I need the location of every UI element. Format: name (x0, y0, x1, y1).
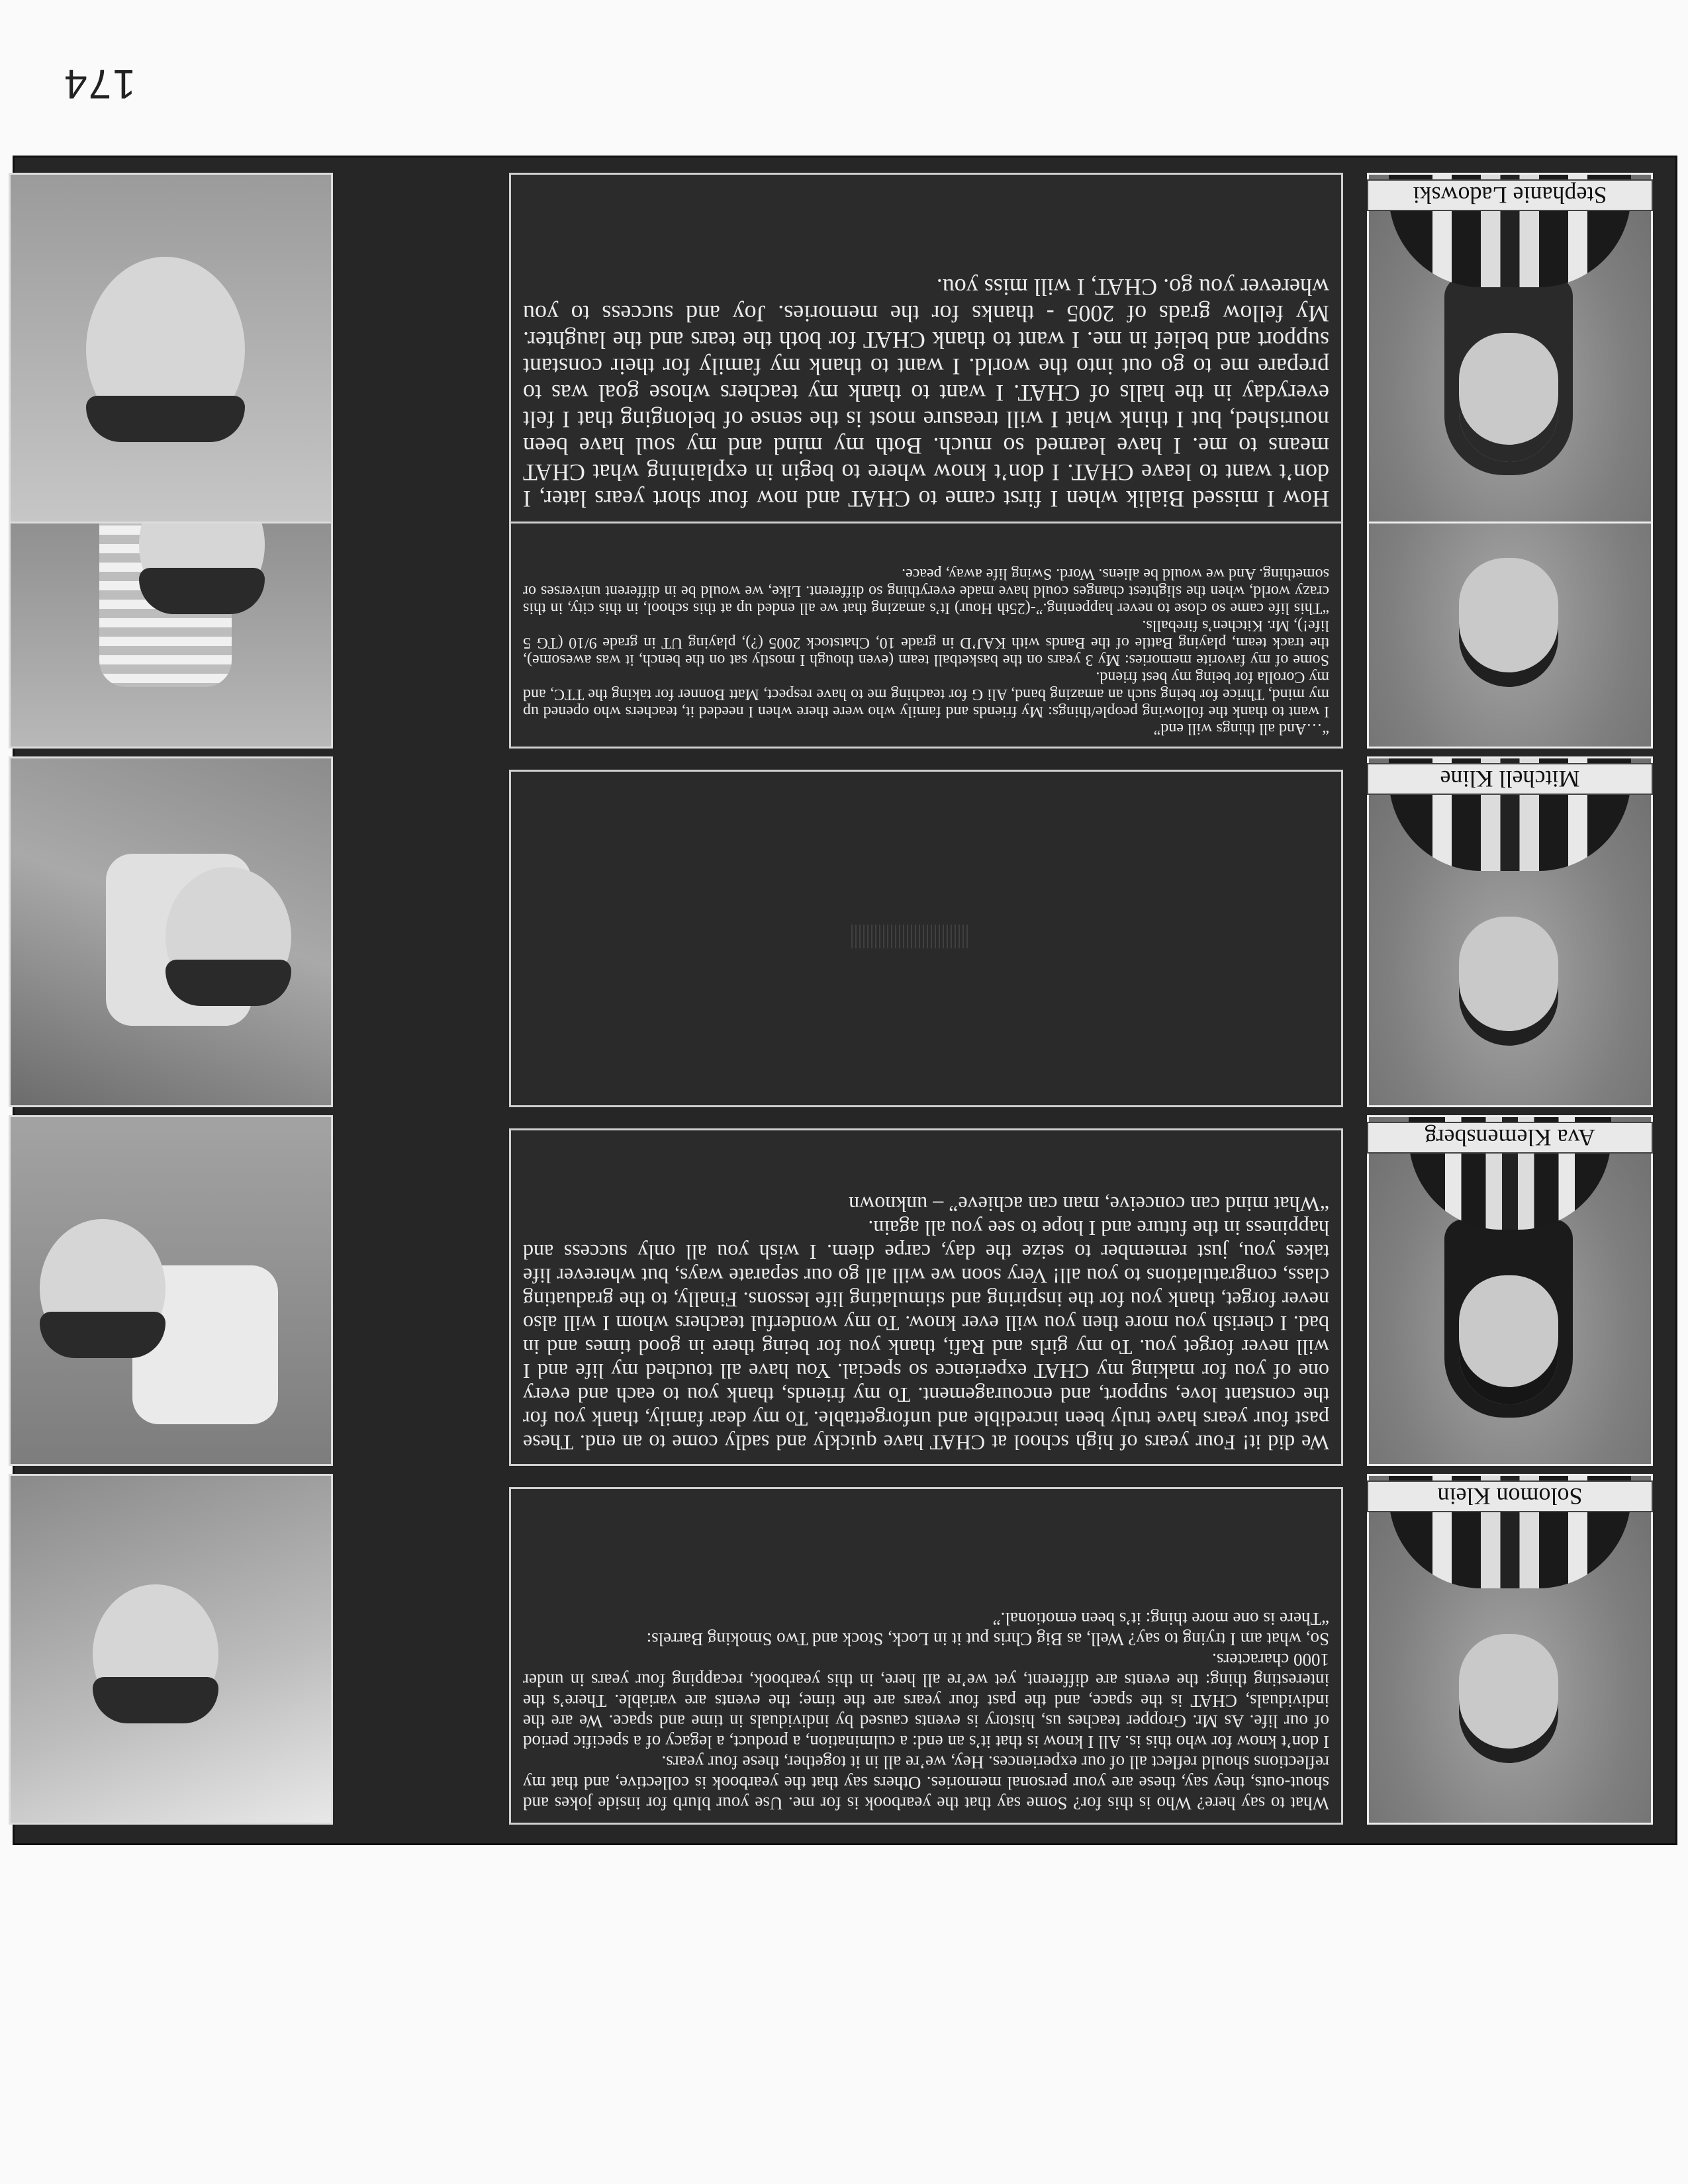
baby-photo-mitchell-kline (9, 756, 333, 1107)
senior-portrait-solomon-klein (1367, 1474, 1653, 1825)
senior-message (509, 1487, 1343, 1825)
senior-name: Mitchell Kline (1367, 763, 1653, 795)
message-text: How I missed Bialik when I first came to CHAT and now four short years later, I don’t want to leave CHAT. I don’t know where to begin in explaining what CHAT means to me. I have learned so much. Both my mind and my soul have been nourished, but I think what I will treasure most is the sense of belonging that I felt everyday in the halls of CHAT. I want to thank my teachers whose goal was to prepare me to go out into the world. I want to thank my family for their constant support and belief in me. I want to thank CHAT for both the tears and the laughter. My fellow grads of 2005 - thanks for the memories. Joy and success to you wherever you go. CHAT, I will miss you. (523, 274, 1329, 512)
scan-artifact (849, 925, 968, 948)
senior-name: Stephanie Ladowski (1367, 179, 1653, 211)
senior-message (509, 770, 1343, 1107)
page-number: 174 (63, 61, 136, 107)
baby-photo-stephanie-ladowski (9, 173, 333, 523)
senior-grid (13, 156, 1677, 1845)
senior-portrait-mitchell-kline (1367, 756, 1653, 1107)
senior-portrait-stephanie-ladowski (1367, 173, 1653, 523)
message-text: We did it! Four years of high school at CHAT have quickly and sadly come to an end. These past four years have truly been incredible and unforgettable. To my dear family, thank you for the constant love, support, and encouragement. To my friends, thank you to each and every one of you for making my CHAT experience so special. You have all touched my life and I will never forget you. To my girls and Rafi, thank you for being there in good times and in bad. I cherish you more then you will ever know. To my wonderful teachers whom I will also never forget, thank you for the inspiring and stimulating life lessons. Finally, to the graduating class, congratulations to you all! Very soon we will all go our separate ways, but wherever life takes you, just remember to seize the day, carpe diem. I wish you all only success and happiness in the future and I hope to see you all again. “What mind can conceive, man can achieve” – unknown (523, 1193, 1329, 1455)
senior-message (509, 173, 1343, 523)
baby-photo-solomon-klein (9, 1474, 333, 1825)
senior-portrait-ava-klemensberg (1367, 1115, 1653, 1466)
message-text: “…And all things will end” I want to thank the following people/things: My friends and family who were there when I needed it, teachers who opened up my mind, Thrice for being such an amazing band, Ali G for teaching me to have respect, Matt Bonner for taking the TTC, and my Corolla for being my best friend. Some of my favorite memories: My 3 years on the basketball team (even though I mostly sat on the bench, it was awesome), the track team, playing Battle of the Bands with KAJ’D in grade 10, Chatstock 2005 (?), playing UT in grade 9/10 (TG 5 life!), Mr. Kitchen’s fireballs. “This life came so close to never happening.”-(25th Hour) It’s amazing that we all ended up at this school, in this city, in this crazy world, when the slightest changes could have made everything so different. Like, we would be in different universes or something. And we would be aliens. Word. Swing life away, peace. (523, 565, 1329, 737)
message-text: What to say here? Who is this for? Some say that the yearbook is for me. Use your blurb for inside jokes and shout-outs, they say, these are your personal memories. Others say that the yearbook is collective, and that my reflections should reflect all of our experiences. Hey, we’re all in it together, these four years. I don’t know for who this is. All I know is that it’s an end: a culmination, a product, a legacy of a specific period of our life. As Mr. Gropper teaches us, history is events caused by individuals in time and space. We are the individuals, CHAT is the space, and the past four years are the time; the events are variable. There’s the interesting thing: the events are different, yet we’re all here, in this yearbook, recapping four years in under 1000 characters. So, what am I trying to say? Well, as Big Chris put it in Lock, Stock and Two Smoking Barrels: “There is one more thing: it’s been emotional.” (523, 1609, 1329, 1813)
senior-name: Ava Klemensberg (1367, 1122, 1653, 1154)
baby-photo-ava-klemensberg (9, 1115, 333, 1466)
senior-message (509, 1128, 1343, 1466)
senior-name: Solomon Klein (1367, 1480, 1653, 1512)
